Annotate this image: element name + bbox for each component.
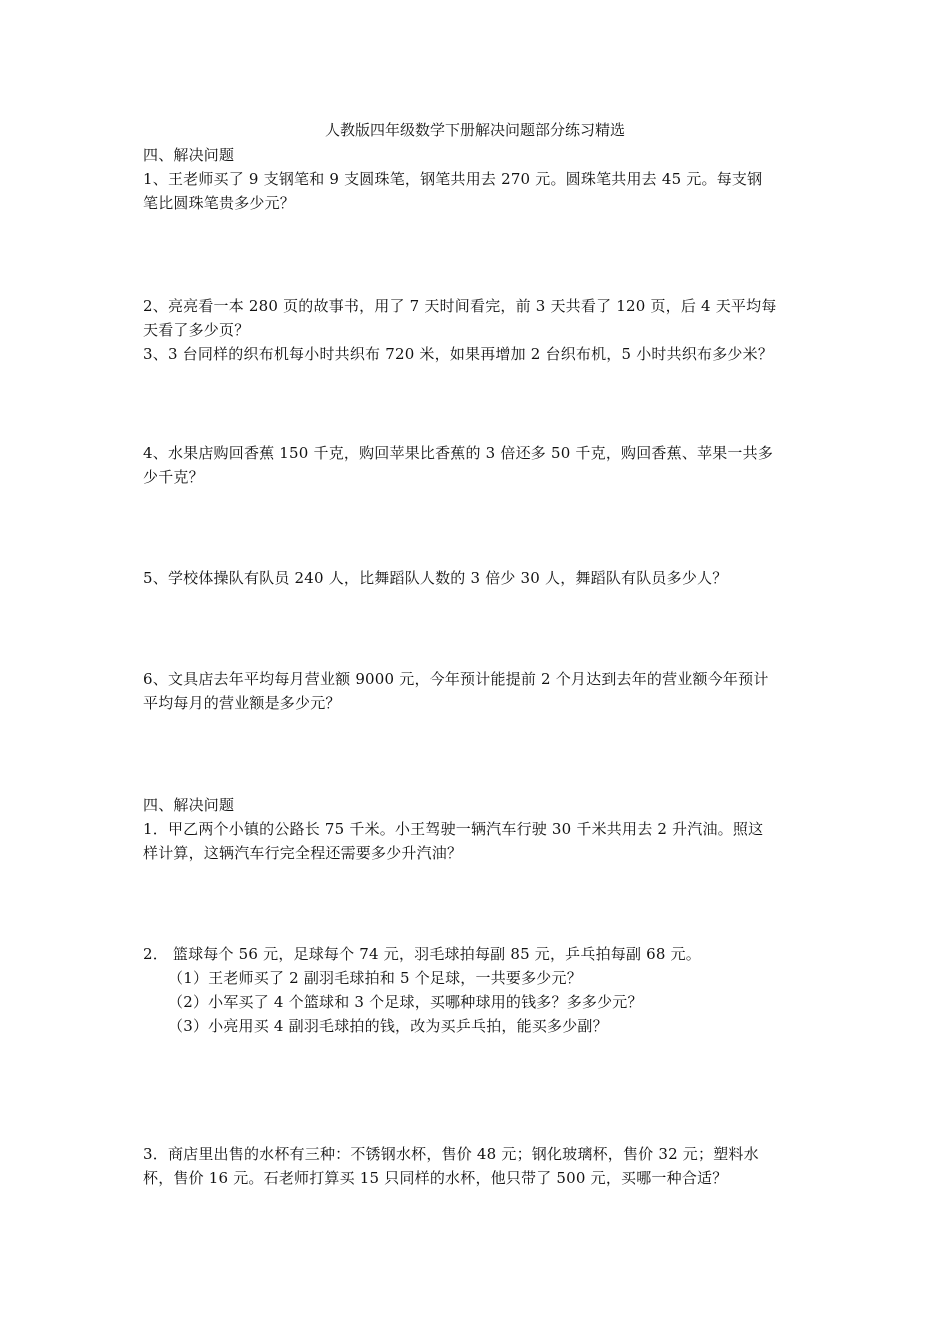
question-5-line-1: 5、学校体操队有队员 240 人，比舞蹈队人数的 3 倍少 30 人，舞蹈队有队员多少人？ — [143, 569, 728, 587]
part2-question-2-sub-2: （2）小军买了 4 个篮球和 3 个足球，买哪种球用的钱多？多多少元？ — [168, 993, 643, 1011]
document-title: 人教版四年级数学下册解决问题部分练习精选 — [324, 121, 625, 139]
question-2-line-1: 2、亮亮看一本 280 页的故事书，用了 7 天时间看完，前 3 天共看了 120 页，后 4 天平均每 — [143, 297, 777, 315]
part2-question-2-sub-3: （3）小亮用买 4 副羽毛球拍的钱，改为买乒乓拍，能买多少副？ — [168, 1017, 608, 1035]
section-heading-2: 四、解决问题 — [143, 796, 235, 814]
question-4-line-2: 少千克？ — [143, 468, 204, 486]
question-6-line-1: 6、文具店去年平均每月营业额 9000 元，今年预计能提前 2 个月达到去年的营业额今年预计 — [143, 670, 769, 688]
part2-question-2-stem: 2． 篮球每个 56 元，足球每个 74 元，羽毛球拍每副 85 元，乒乓拍每副 68 元。 — [143, 945, 702, 963]
question-1-line-1: 1、王老师买了 9 支钢笔和 9 支圆珠笔，钢笔共用去 270 元。圆珠笔共用去 45 元。每支钢 — [143, 170, 763, 188]
question-2-line-2: 天看了多少页？ — [143, 321, 250, 339]
question-4-line-1: 4、水果店购回香蕉 150 千克，购回苹果比香蕉的 3 倍还多 50 千克，购回香蕉、苹果一共多 — [143, 444, 774, 462]
part2-question-1-line-2: 样计算，这辆汽车行完全程还需要多少升汽油？ — [143, 844, 463, 862]
question-3-line-1: 3、3 台同样的织布机每小时共织布 720 米，如果再增加 2 台织布机，5 小时共织布多少米？ — [143, 345, 774, 363]
part2-question-2-sub-1: （1）王老师买了 2 副羽毛球拍和 5 个足球，一共要多少元？ — [168, 969, 582, 987]
question-1-line-2: 笔比圆珠笔贵多少元？ — [143, 194, 296, 212]
part2-question-1-line-1: 1．甲乙两个小镇的公路长 75 千米。小王驾驶一辆汽车行驶 30 千米共用去 2 升汽油。照这 — [143, 820, 764, 838]
question-6-line-2: 平均每月的营业额是多少元？ — [143, 694, 341, 712]
part2-question-3-line-2: 杯，售价 16 元。石老师打算买 15 只同样的水杯，他只带了 500 元，买哪一种合适？ — [143, 1169, 728, 1187]
section-heading: 四、解决问题 — [143, 146, 235, 164]
part2-question-3-line-1: 3．商店里出售的水杯有三种：不锈钢水杯，售价 48 元；钢化玻璃杯，售价 32 元；塑料水 — [143, 1145, 759, 1163]
